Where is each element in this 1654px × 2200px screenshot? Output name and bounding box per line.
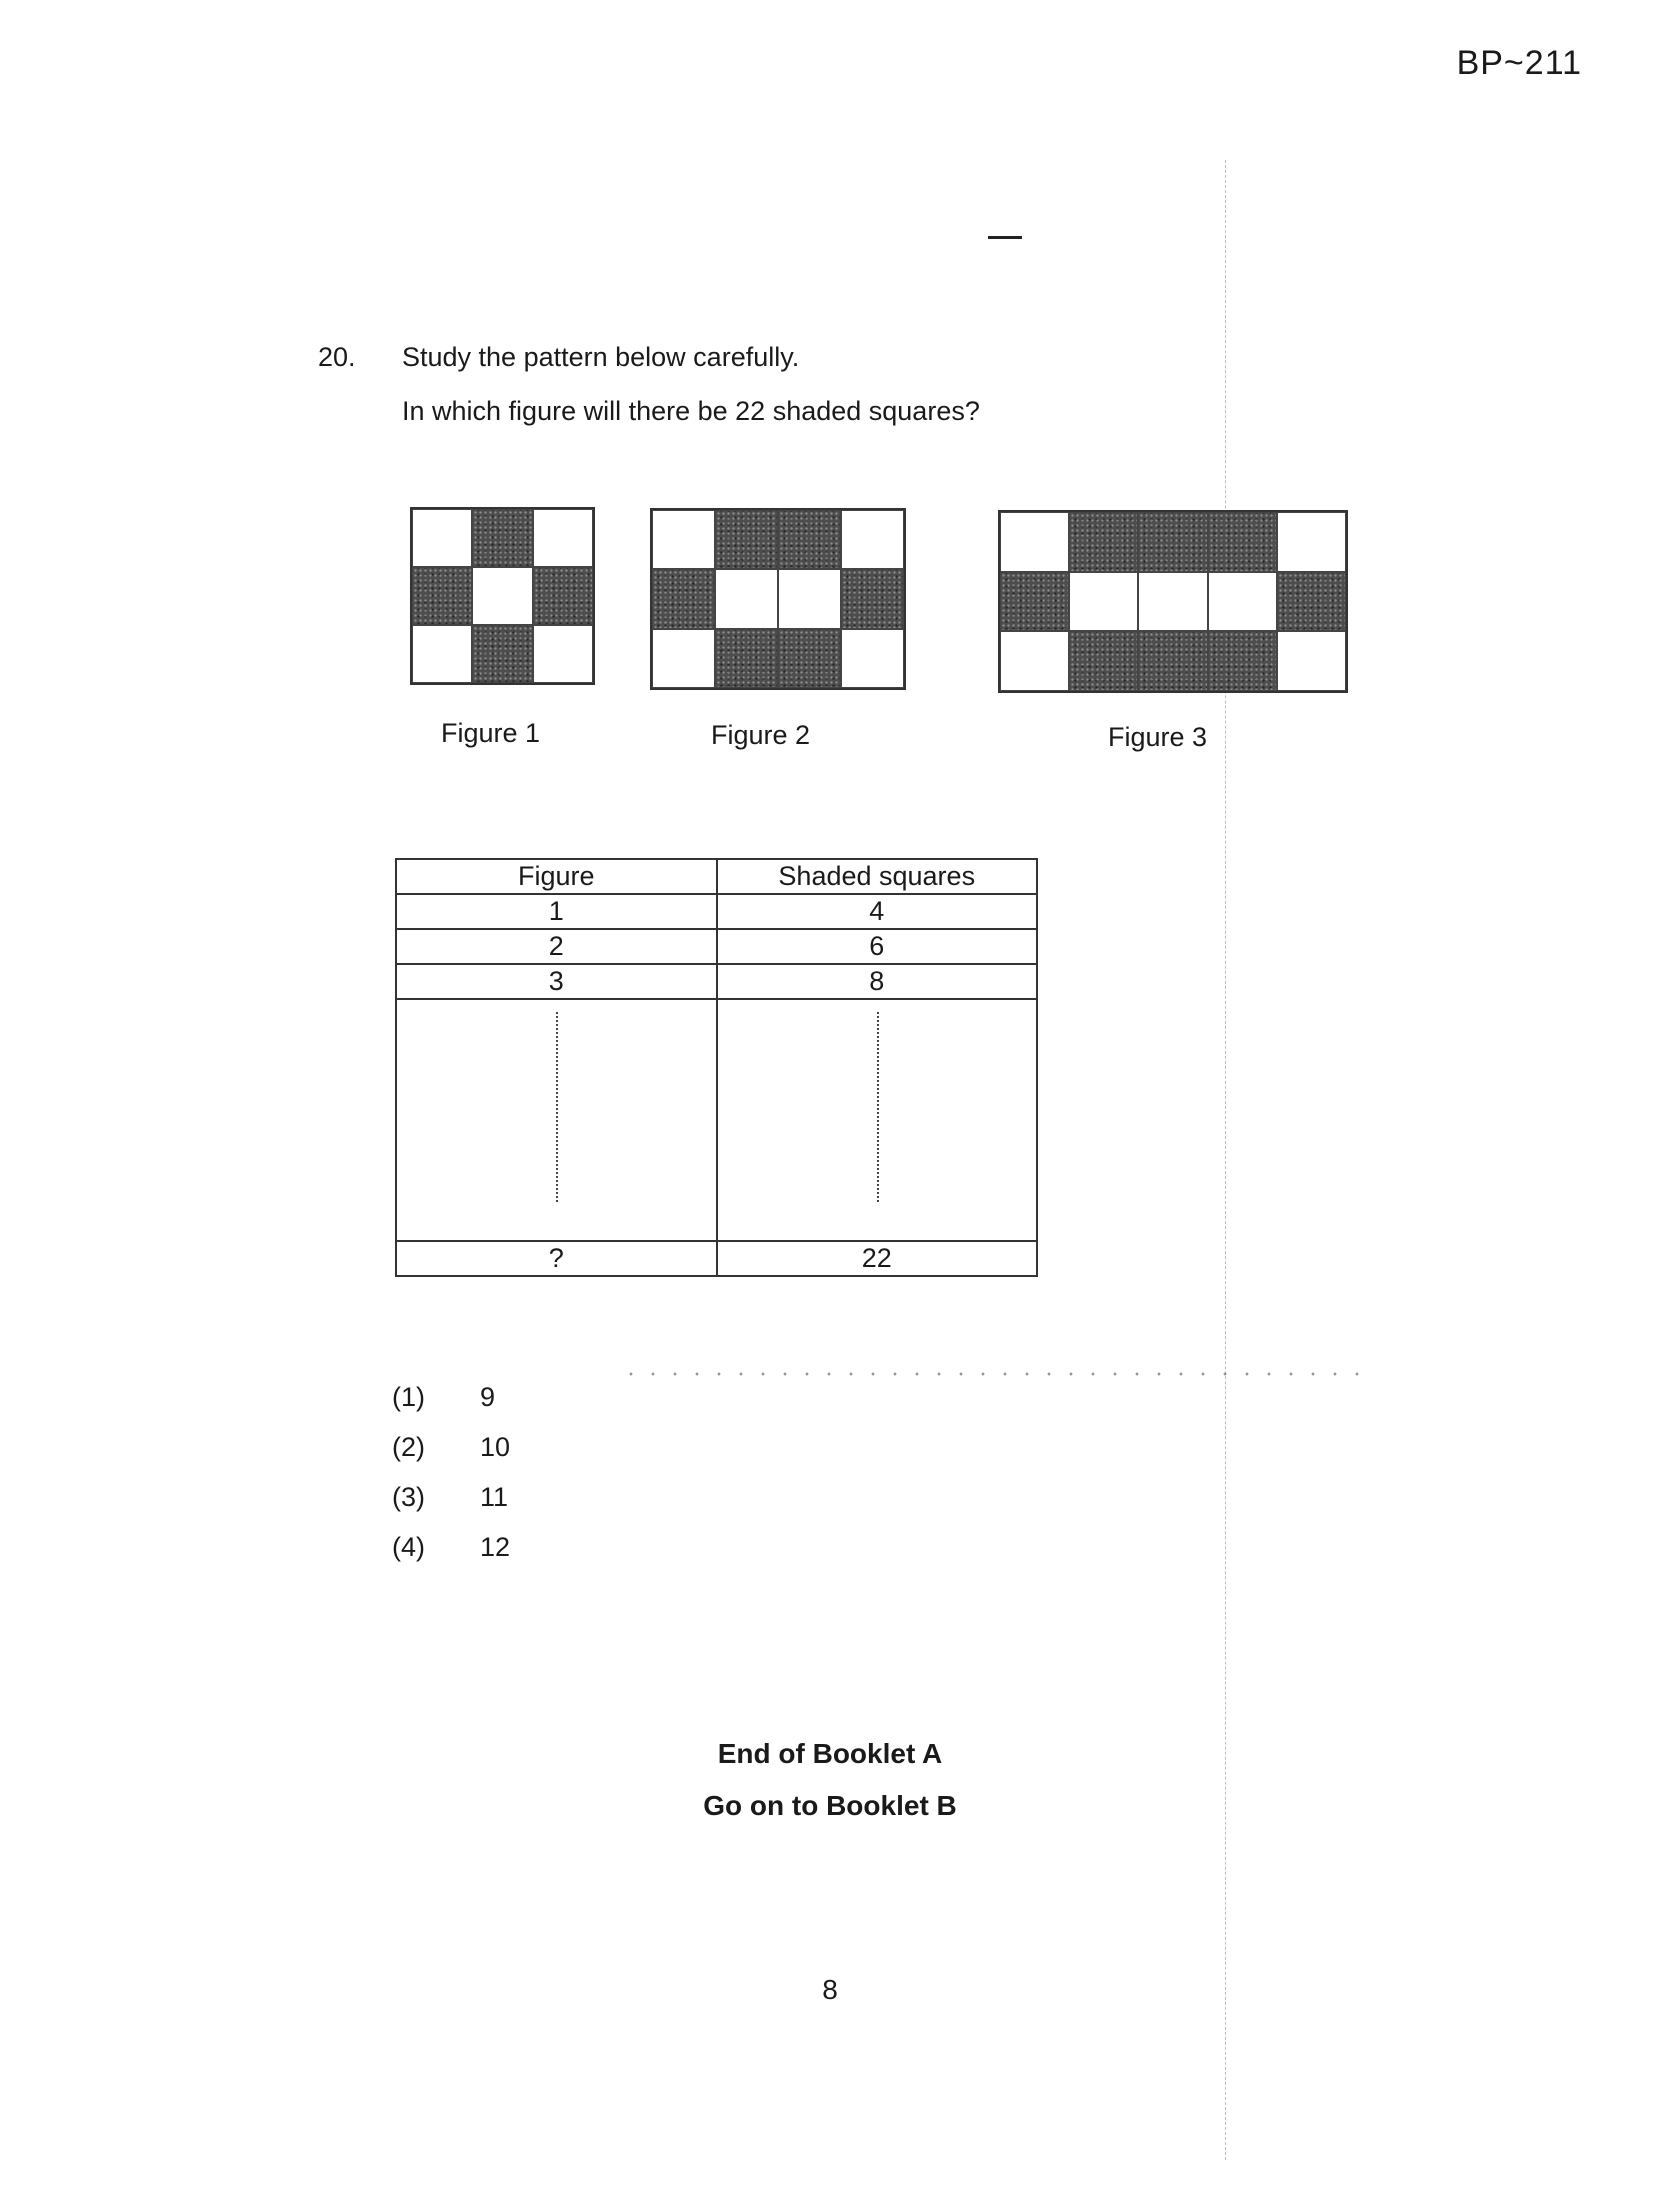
table-row	[396, 964, 1037, 999]
continuation-cell	[717, 999, 1038, 1241]
unshaded-square	[652, 510, 715, 569]
margin-guide-line	[1225, 160, 1226, 2160]
unshaded-square	[472, 567, 532, 625]
table-cell: 2	[396, 929, 717, 964]
shaded-square	[533, 567, 593, 625]
question-line-2: In which figure will there be 22 shaded squares?	[402, 396, 980, 426]
option-4-number[interactable]: (4)	[392, 1532, 425, 1562]
shaded-square	[472, 509, 532, 567]
unshaded-square	[1277, 512, 1346, 572]
shaded-square	[1069, 631, 1138, 691]
shaded-square	[1277, 572, 1346, 632]
shaded-square	[778, 510, 841, 569]
shaded-square	[841, 569, 904, 628]
table-cell: 8	[717, 964, 1038, 999]
shaded-square	[1000, 572, 1069, 632]
unshaded-square	[841, 629, 904, 688]
table-row-last	[396, 1241, 1037, 1276]
shaded-square	[778, 629, 841, 688]
option-3-value[interactable]: 11	[480, 1482, 509, 1512]
shaded-square	[1208, 512, 1277, 572]
unshaded-square	[841, 510, 904, 569]
table-row	[396, 894, 1037, 929]
unshaded-square	[652, 629, 715, 688]
option-2-number[interactable]: (2)	[392, 1432, 425, 1462]
table-row	[396, 929, 1037, 964]
go-to-booklet-text: Go on to Booklet B	[703, 1790, 957, 1821]
header-figure: Figure	[396, 859, 717, 894]
figure-2-label: Figure 2	[711, 720, 811, 750]
question-line-1: Study the pattern below carefully.	[402, 342, 800, 372]
unshaded-square	[715, 569, 778, 628]
table-cell: 1	[396, 894, 717, 929]
scan-noise-specks	[620, 1372, 1360, 1376]
shaded-square	[715, 629, 778, 688]
shaded-square	[1138, 512, 1207, 572]
option-2-value[interactable]: 10	[480, 1432, 511, 1462]
question-number: 20.	[318, 342, 356, 372]
unshaded-square	[412, 625, 472, 683]
figure-3-grid	[998, 510, 1348, 693]
shaded-square	[715, 510, 778, 569]
unshaded-square	[1069, 572, 1138, 632]
pattern-table	[395, 858, 1038, 1277]
shaded-square	[472, 625, 532, 683]
unshaded-square	[533, 509, 593, 567]
figure-3-label: Figure 3	[1108, 722, 1208, 752]
option-4-value[interactable]: 12	[480, 1532, 511, 1562]
shaded-square	[1138, 631, 1207, 691]
continuation-cell	[396, 999, 717, 1241]
unshaded-square	[412, 509, 472, 567]
figure-1-grid	[410, 507, 595, 685]
continuation-row	[396, 999, 1037, 1241]
figure-2-grid	[650, 508, 906, 690]
shaded-square	[652, 569, 715, 628]
shaded-square	[1069, 512, 1138, 572]
unshaded-square	[1277, 631, 1346, 691]
header-shaded-squares: Shaded squares	[717, 859, 1038, 894]
table-cell: 3	[396, 964, 717, 999]
shaded-square	[412, 567, 472, 625]
page-number: 8	[822, 1974, 838, 2005]
vertical-dots	[877, 1012, 879, 1202]
option-3-number[interactable]: (3)	[392, 1482, 425, 1512]
table-cell: 6	[717, 929, 1038, 964]
unshaded-square	[533, 625, 593, 683]
table-cell-unknown: ?	[396, 1241, 717, 1276]
option-1-value[interactable]: 9	[480, 1382, 496, 1412]
booklet-code: BP~211	[1456, 44, 1582, 82]
unshaded-square	[1138, 572, 1207, 632]
table-header-row	[396, 859, 1037, 894]
option-1-number[interactable]: (1)	[392, 1382, 425, 1412]
table-cell: 4	[717, 894, 1038, 929]
shaded-square	[1208, 631, 1277, 691]
top-dash-mark	[988, 236, 1022, 239]
unshaded-square	[1000, 631, 1069, 691]
unshaded-square	[778, 569, 841, 628]
unshaded-square	[1000, 512, 1069, 572]
unshaded-square	[1208, 572, 1277, 632]
vertical-dots	[556, 1012, 558, 1202]
end-of-booklet-text: End of Booklet A	[717, 1738, 943, 1769]
table-cell-target: 22	[717, 1241, 1038, 1276]
figure-1-label: Figure 1	[441, 718, 541, 748]
